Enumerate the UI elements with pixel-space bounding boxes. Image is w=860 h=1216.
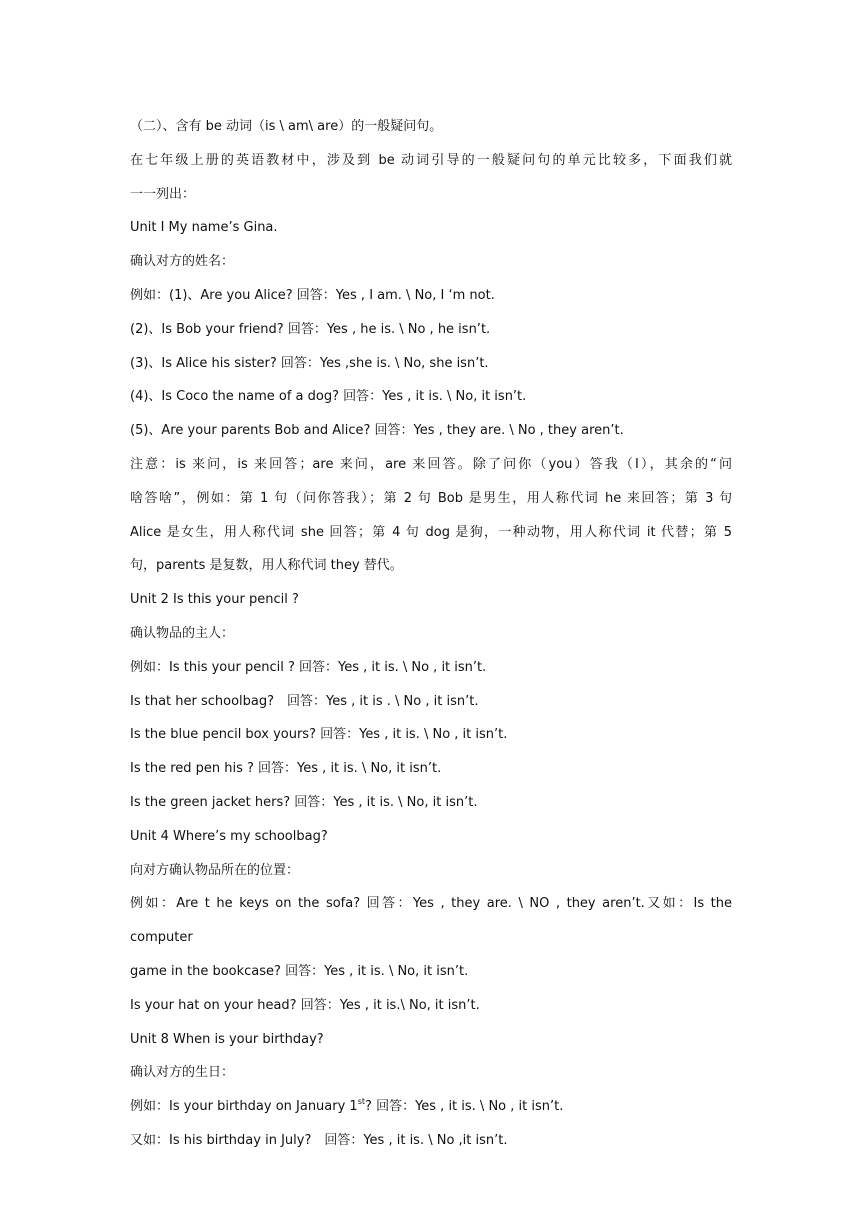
unit-heading: Unit 8 When is your birthday?	[130, 1031, 324, 1047]
example-line: game in the bookcase? 回答：Yes , it is. \ No, it isn’t.	[130, 963, 469, 979]
note-line: 注意：is 来问，is 来回答；are 来问，are 来回答。除了问你（you）答我（I），其余的“问	[130, 456, 732, 472]
example-line: (5)、Are your parents Bob and Alice? 回答：Yes , they are. \ No , they aren’t.	[130, 423, 624, 439]
ordinal-suffix: st	[357, 1097, 366, 1107]
example-line: 例如：Are t he keys on the sofa? 回答：Yes , they are. \ NO , they aren’t.又如：Is the computer	[130, 896, 732, 946]
example-line	[130, 1090, 732, 1124]
example-line: (2)、Is Bob your friend? 回答：Yes , he is. \ No , he isn’t.	[130, 321, 491, 337]
unit-heading: Unit 4 Where’s my schoolbag?	[130, 828, 328, 844]
example-line: 例如：(1)、Are you Alice? 回答：Yes , I am. \ No, I ‘m not.	[130, 287, 495, 303]
example-line: 例如：Is this your pencil ? 回答：Yes , it is. \ No , it isn’t.	[130, 659, 487, 675]
example-line: Is the red pen his ? 回答：Yes , it is. \ No, it isn’t.	[130, 761, 442, 777]
note-line: 句，parents 是复数，用人称代词 they 替代。	[130, 558, 403, 574]
example-line: Is that her schoolbag? 回答：Yes , it is . \ No , it isn’t.	[130, 693, 479, 709]
example-line: Is the blue pencil box yours? 回答：Yes , it is. \ No , it isn’t.	[130, 727, 508, 743]
note-line: 啥答啥”，例如：第 1 句（问你答我）；第 2 句 Bob 是男生，用人称代词 he 来回答；第 3 句	[130, 490, 732, 506]
example-line: Is the green jacket hers? 回答：Yes , it is. \ No, it isn’t.	[130, 794, 478, 810]
birthday-question-text: 例如：Is your birthday on January 1	[130, 1099, 358, 1115]
paragraph-line: 一一列出：	[130, 186, 196, 202]
section-heading: （二）、含有 be 动词（is \ am\ are）的一般疑问句。	[130, 119, 443, 134]
paragraph-line: 向对方确认物品所在的位置：	[130, 862, 300, 878]
unit-heading: Unit I My name’s Gina.	[130, 220, 278, 236]
example-line: (4)、Is Coco the name of a dog? 回答：Yes , it is. \ No, it isn’t.	[130, 389, 527, 405]
unit-heading: Unit 2 Is this your pencil ?	[130, 592, 299, 608]
birthday-answer-text: ? 回答：Yes , it is. \ No , it isn’t.	[365, 1099, 564, 1115]
paragraph-line: 确认对方的生日：	[130, 1065, 235, 1081]
example-line: 又如：Is his birthday in July? 回答：Yes , it is. \ No ,it isn’t.	[130, 1132, 508, 1148]
paragraph-line: 确认对方的姓名：	[130, 254, 235, 270]
paragraph-line: 确认物品的主人：	[130, 625, 235, 641]
document-body	[130, 110, 732, 1158]
note-line: Alice 是女生，用人称代词 she 回答；第 4 句 dog 是狗，一种动物，用人称代词 it 代替；第 5	[130, 524, 732, 540]
paragraph-line: 在七年级上册的英语教材中，涉及到 be 动词引导的一般疑问句的单元比较多，下面我们就	[130, 152, 732, 168]
example-line: Is your hat on your head? 回答：Yes , it is.\ No, it isn’t.	[130, 997, 480, 1013]
example-line: (3)、Is Alice his sister? 回答：Yes ,she is. \ No, she isn’t.	[130, 355, 489, 371]
